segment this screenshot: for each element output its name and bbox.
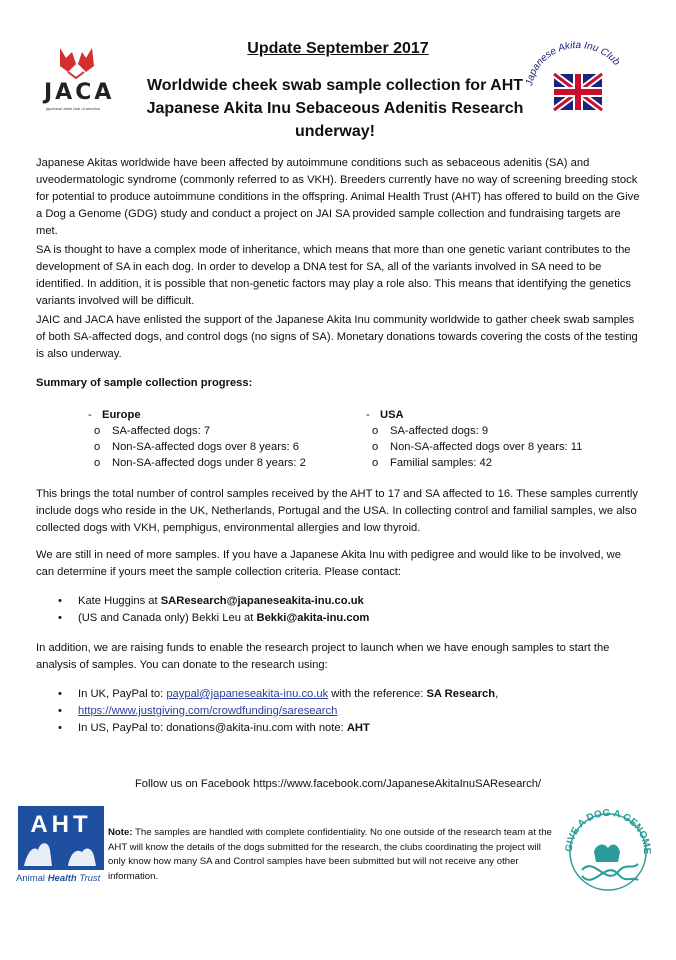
- paragraph-inheritance: SA is thought to have a complex mode of inheritance, which means that more than one genetic variant contributes to the development of SA in each dog. In order to develop a DNA test for SA, all of the variants involved in SA need to be identified. In addition, it is possible that non-genetic factors may play a role also. This means that identifying the genetics variants involved will be difficult.: [36, 244, 631, 307]
- paragraph-totals: This brings the total number of control samples received by the AHT to 17 and SA affected to 16. These samples currently include dogs who reside in the UK, Netherlands, Portugal and the USA. In collecting control and familial samples, we also collected dogs with VKH, pemphigus, environmental allergies and low thyroid.: [36, 488, 638, 534]
- contact-list: [58, 593, 369, 627]
- confidentiality-note: Note: The samples are handled with complete confidentiality. No one outside of the research team at the AHT will know the details of the dogs submitted for the research, the clubs coordinating the project will only know how many SA and Control samples have been submitted but will not receive any other information.: [108, 827, 552, 882]
- paragraph-fundraising: In addition, we are raising funds to enable the research project to launch when we have enough samples to start the analysis of samples. You can donate to the research using:: [36, 642, 610, 671]
- gdg-logo-text: GIVE A DOG A GENOME: [563, 807, 653, 855]
- donation-item: • In UK, PayPal to: paypal@japaneseakita-inu.co.uk with the reference: SA Research,: [58, 688, 499, 700]
- note-label: Note:: [108, 827, 133, 838]
- svg-text:GIVE A DOG A GENOME: [564, 808, 652, 855]
- update-heading: Update September 2017: [247, 40, 429, 57]
- jaca-logo-subtitle: japanese akita club of america: [46, 106, 101, 111]
- list-item: o Non-SA-affected dogs over 8 years: 6: [94, 441, 299, 453]
- aht-logo-label: Animal Health Trust: [16, 873, 101, 884]
- list-item: o SA-affected dogs: 7: [94, 425, 211, 437]
- europe-summary: - Europe o SA-affected dogs: 7 o Non-SA-affected dogs over 8 years: 6 o Non-SA-affected dogs under 8 years: 2: [88, 409, 306, 469]
- europe-label: Europe: [102, 409, 141, 421]
- facebook-link[interactable]: https://www.facebook.com/JapaneseAkitaInuSAResearch/: [253, 778, 542, 790]
- donation-list: [58, 686, 498, 737]
- list-item: o Non-SA-affected dogs under 8 years: 2: [94, 457, 306, 469]
- page-title: Worldwide cheek swab sample collection for AHT Japanese Akita Inu Sebaceous Adenitis Research underway!: [146, 77, 524, 140]
- contact-email-link[interactable]: Bekki@akita-inu.com: [256, 612, 370, 624]
- contact-email-link[interactable]: SAResearch@japaneseakita-inu.co.uk: [160, 595, 364, 607]
- paragraph-support: JAIC and JACA have enlisted the support of the Japanese Akita Inu community worldwide to gather cheek swab samples of both SA-affected dogs, and control dogs (no signs of SA). Monetary donations towards covering the costs of the testing is also underway.: [36, 314, 638, 360]
- justgiving-link[interactable]: https://www.justgiving.com/crowdfunding/saresearch: [78, 705, 338, 717]
- usa-label: USA: [380, 409, 404, 421]
- donation-item: • In US, PayPal to: donations@akita-inu.com with note: AHT: [58, 722, 370, 734]
- summary-heading: Summary of sample collection progress:: [36, 377, 253, 389]
- aht-logo-letters: AHT: [30, 811, 92, 838]
- usa-list: [366, 423, 582, 471]
- give-a-dog-a-genome-logo: [560, 800, 656, 896]
- list-item: o Non-SA-affected dogs over 8 years: 11: [372, 441, 583, 453]
- contact-item: • (US and Canada only) Bekki Leu at Bekki@akita-inu.com: [58, 612, 370, 624]
- facebook-follow: Follow us on Facebook https://www.facebook.com/JapaneseAkitaInuSAResearch/: [134, 778, 542, 790]
- europe-list: [88, 423, 306, 471]
- list-item: o Familial samples: 42: [372, 457, 492, 469]
- paragraph-intro: Japanese Akitas worldwide have been affected by autoimmune conditions such as sebaceous adenitis (SA) and uveodermatologic syndrome (commonly referred to as VKH). Breeders currently have no way of screening breeding stock for potential to produce autoimmune conditions in the offspring. Animal Health Trust (AHT) has offered to build on the Give a Dog a Genome (GDG) study and conduct a project on JAI SA provided sample collection and fundraising targets are met.: [36, 157, 640, 237]
- contact-item: • Kate Huggins at SAResearch@japaneseakita-inu.co.uk: [58, 595, 364, 607]
- list-item: o SA-affected dogs: 9: [372, 425, 489, 437]
- jaca-logo-text: JACA: [44, 80, 115, 105]
- donation-item: • https://www.justgiving.com/crowdfunding/saresearch: [58, 705, 338, 717]
- paypal-uk-link[interactable]: paypal@japaneseakita-inu.co.uk: [166, 688, 329, 700]
- usa-summary: - USA o SA-affected dogs: 9 o Non-SA-affected dogs over 8 years: 11 o Familial samples: 42: [366, 409, 583, 469]
- paragraph-need-samples: We are still in need of more samples. If you have a Japanese Akita Inu with pedigree and would like to be involved, we can determine if yours meet the sample collection criteria. Please contact:: [36, 549, 621, 578]
- club-logo-text: Japanese Akita Inu Club: [524, 40, 622, 87]
